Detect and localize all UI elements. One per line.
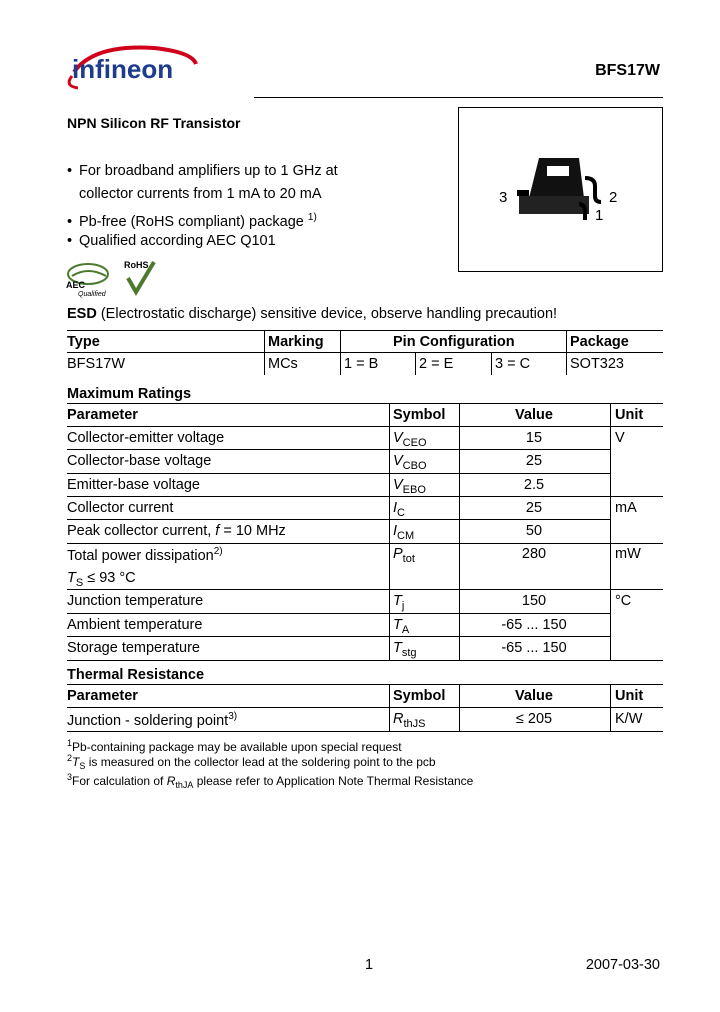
mr-param-vcbo: Collector-base voltage: [67, 453, 212, 469]
mr-sym-ic: $I_C$: [393, 500, 405, 519]
th-pin-config: Pin Configuration: [393, 334, 515, 350]
mr-unit-degc: °C: [615, 593, 632, 609]
mr-param-ta: Ambient temperature: [67, 617, 203, 633]
mr-sym-tj: $T_j$: [393, 593, 405, 612]
mr-param-tstg: Storage temperature: [67, 640, 200, 656]
mr-val-ta: -65 ... 150: [501, 617, 567, 633]
mr-param-ic: Collector current: [67, 500, 174, 516]
svg-text:infineon: infineon: [72, 54, 174, 84]
mr-param-icm: Peak collector current, f = 10 MHz: [67, 523, 286, 539]
tr-param: Junction - soldering point$^{3)}$: [67, 711, 238, 729]
doc-date: 2007-03-30: [585, 957, 660, 973]
feature-2: • Pb-free (RoHS compliant) package $^{1)}$: [67, 212, 317, 230]
esd-warning: ESD (Electrostatic discharge) sensitive device, observe handling precaution!: [67, 306, 558, 322]
mr-val-ptot: 280: [521, 546, 547, 562]
tr-val: ≤ 205: [515, 711, 553, 727]
th-type: Type: [67, 334, 100, 350]
max-ratings-title: Maximum Ratings: [67, 386, 192, 402]
mr-val-vceo: 15: [525, 430, 543, 446]
mr-sym-vebo: $V_{EBO}$: [393, 477, 426, 496]
pin2-value: 2 = E: [419, 356, 454, 372]
svg-text:Qualified: Qualified: [78, 291, 106, 298]
svg-text:1: 1: [595, 207, 604, 224]
mr-param-ptot: Total power dissipation$^{2)}$: [67, 546, 223, 564]
mr-param-ptot-cond: $T_S \le 93$ °C: [67, 570, 136, 589]
type-value: BFS17W: [67, 356, 126, 372]
mr-param-vebo: Emitter-base voltage: [67, 477, 200, 493]
mr-sym-vceo: $V_{CEO}$: [393, 430, 427, 449]
svg-text:AEC: AEC: [66, 280, 86, 290]
pin1-value: 1 = B: [344, 356, 379, 372]
pin3-value: 3 = C: [495, 356, 531, 372]
mr-sym-ta: $T_A$: [393, 617, 410, 636]
mr-val-tstg: -65 ... 150: [501, 640, 567, 656]
type-table-top-rule: [67, 330, 663, 331]
svg-text:3: 3: [499, 189, 508, 206]
doc-title: NPN Silicon RF Transistor: [67, 115, 241, 131]
tr-th-symbol: Symbol: [393, 688, 446, 704]
mr-th-value: Value: [515, 407, 553, 423]
mr-sym-tstg: $T_{stg}$: [393, 640, 417, 659]
mr-val-ic: 25: [525, 500, 543, 516]
tr-unit: K/W: [615, 711, 643, 727]
package-value: SOT323: [570, 356, 624, 372]
page-number: 1: [365, 957, 374, 973]
header-rule: [254, 97, 663, 98]
footnote-1: $^1$Pb-containing package may be available upon special request: [67, 738, 402, 754]
mr-unit-mw: mW: [615, 546, 641, 562]
certification-logos: [66, 258, 176, 298]
mr-unit-v: V: [615, 430, 625, 446]
mr-val-vcbo: 25: [525, 453, 543, 469]
footnote-3: $^3$For calculation of $R_{thJA}$ please refer to Application Note Thermal Resistance: [67, 772, 474, 790]
tr-sym: $R_{thJS}$: [393, 711, 426, 730]
tr-th-value: Value: [515, 688, 553, 704]
mr-param-vceo: Collector-emitter voltage: [67, 430, 225, 446]
tr-th-parameter: Parameter: [67, 688, 138, 704]
svg-text:RoHS: RoHS: [124, 260, 149, 270]
package-diagram: [458, 107, 663, 272]
mr-val-vebo: 2.5: [523, 477, 545, 493]
thermal-title: Thermal Resistance: [67, 667, 205, 683]
mr-unit-ma: mA: [615, 500, 637, 516]
mr-sym-vcbo: $V_{CBO}$: [393, 453, 427, 472]
mr-sym-ptot: $P_{tot}$: [393, 546, 415, 565]
mr-th-parameter: Parameter: [67, 407, 138, 423]
mr-th-unit: Unit: [615, 407, 644, 423]
th-marking: Marking: [268, 334, 324, 350]
tr-th-unit: Unit: [615, 688, 644, 704]
marking-value: MCs: [268, 356, 298, 372]
th-package: Package: [570, 334, 629, 350]
mr-sym-icm: $I_{CM}$: [393, 523, 415, 542]
footnote-2: $^2T_S$ is measured on the collector lead at the soldering point to the pcb: [67, 753, 436, 771]
feature-3: • Qualified according AEC Q101: [67, 233, 276, 249]
mr-val-icm: 50: [525, 523, 543, 539]
feature-1: • For broadband amplifiers up to 1 GHz at collector currents from 1 mA to 20 mA: [67, 163, 338, 202]
mr-th-symbol: Symbol: [393, 407, 446, 423]
svg-text:2: 2: [609, 189, 618, 206]
infineon-logo: [64, 42, 204, 92]
part-number: BFS17W: [595, 62, 660, 79]
mr-param-tj: Junction temperature: [67, 593, 204, 609]
mr-val-tj: 150: [521, 593, 547, 609]
